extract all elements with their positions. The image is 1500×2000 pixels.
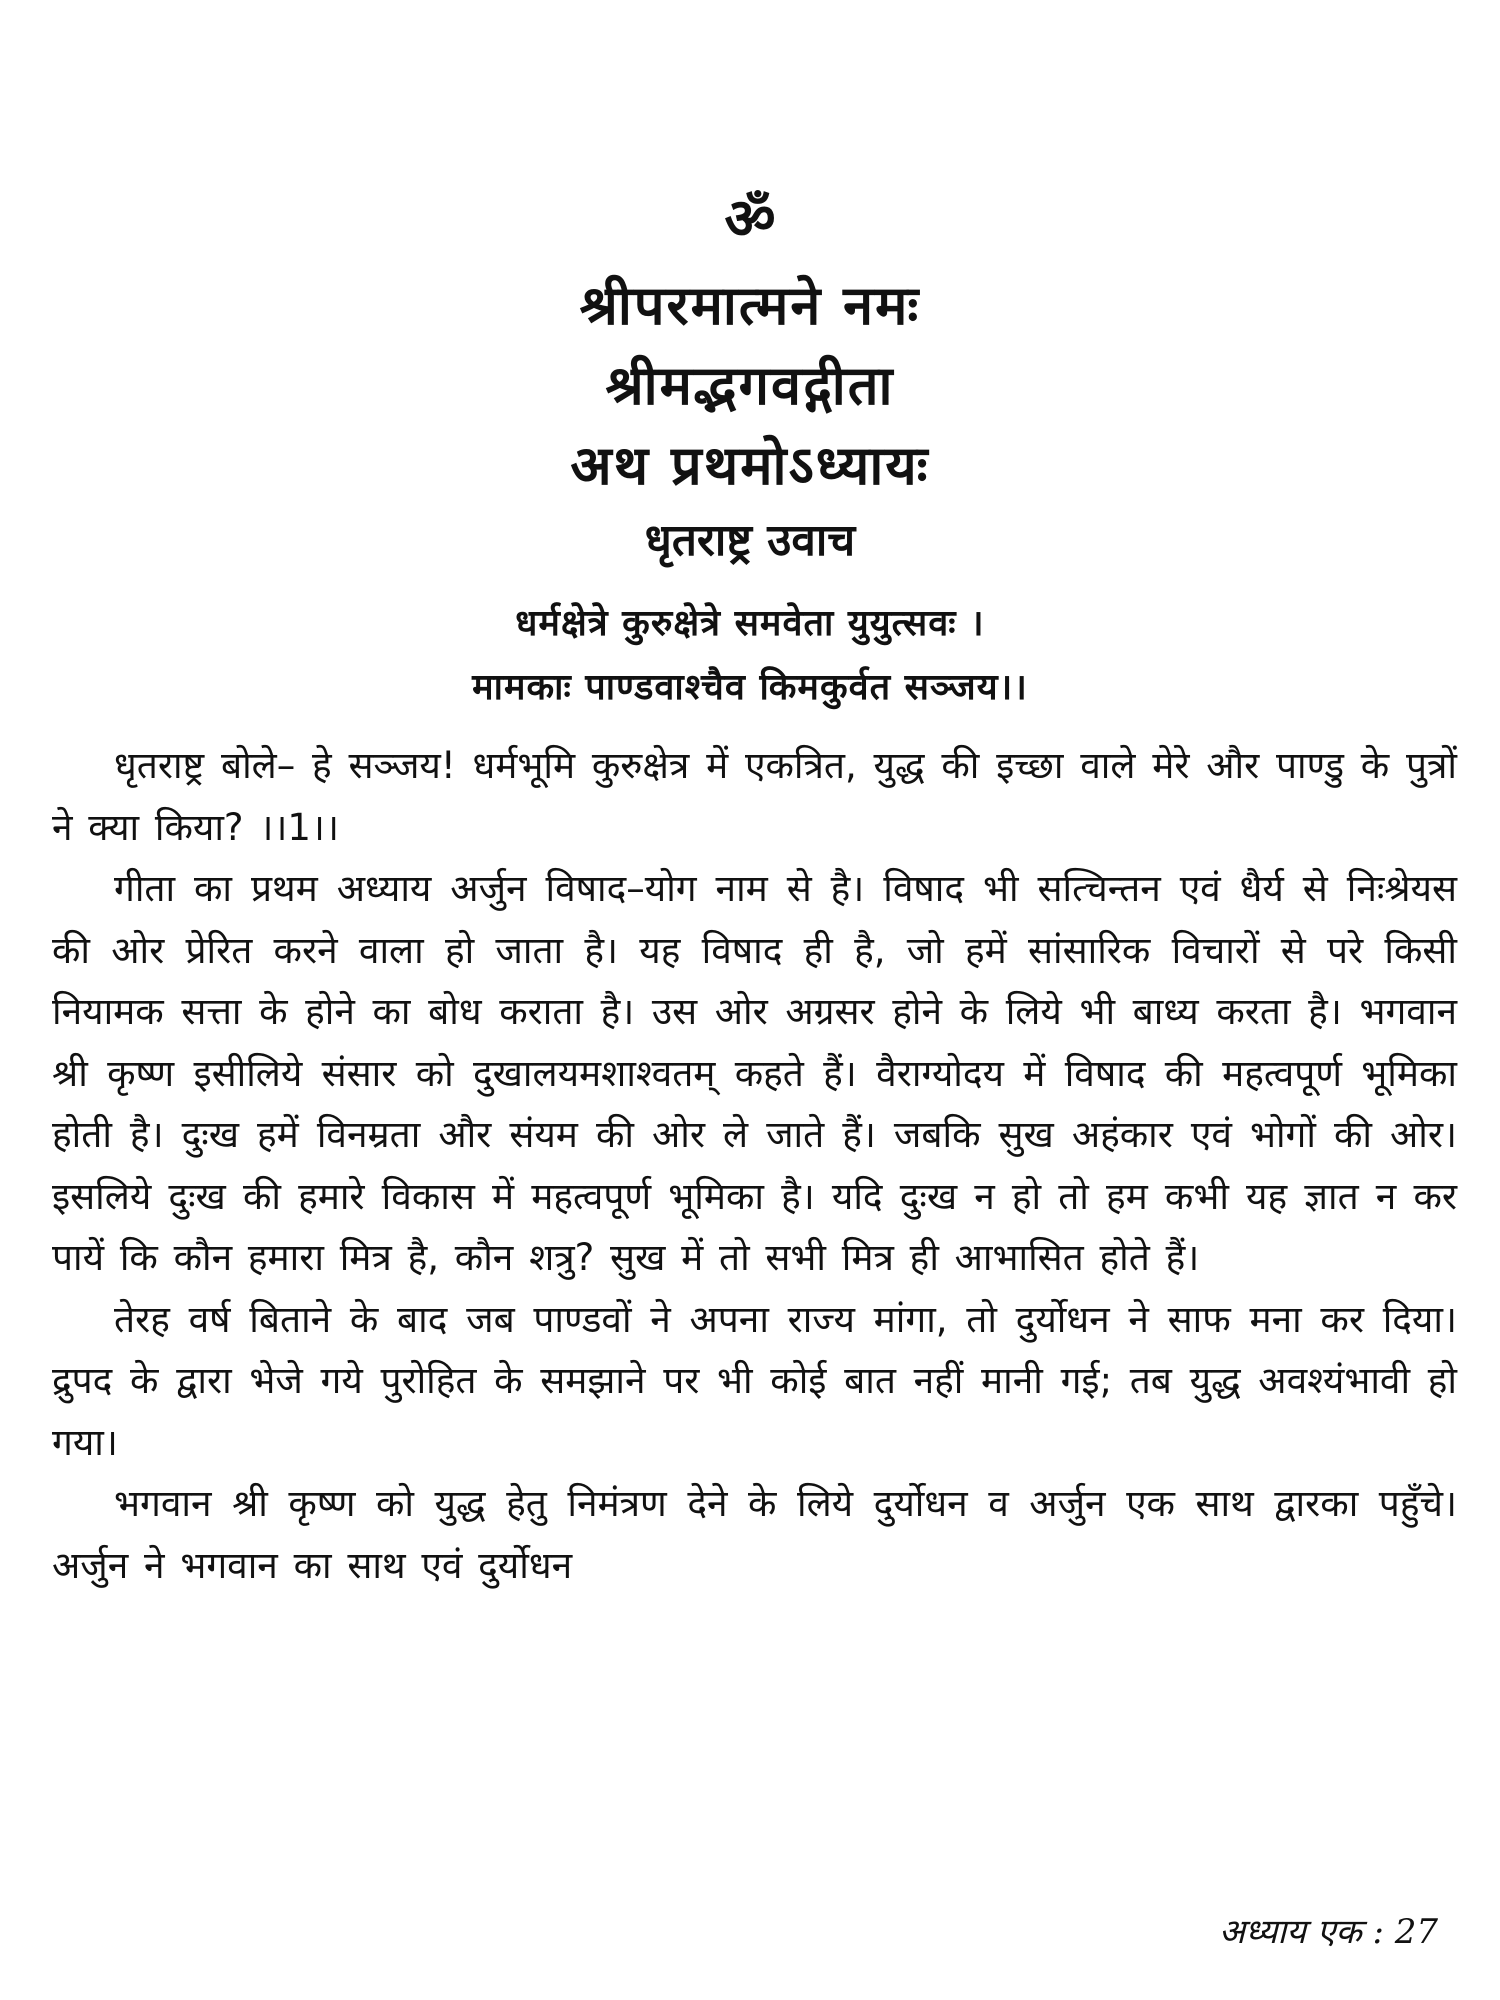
invocation-heading: श्रीपरमात्मने नमः: [579, 274, 921, 337]
chapter-title: अथ प्रथमोऽध्यायः: [570, 434, 930, 497]
speaker-heading: धृतराष्ट्र उवाच: [644, 515, 856, 566]
paragraph-continued: भगवान श्री कृष्ण को युद्ध हेतु निमंत्रण देने के लिये दुर्योधन व अर्जुन एक साथ द्वारका पहुँचे। अर्जुन ने भगवान का साथ एवं दुर्योधन: [52, 1482, 1457, 1587]
page-footer-running-head: अध्याय एक : 27: [1218, 1912, 1438, 1952]
book-title: श्रीमद्भगवद्गीता: [605, 354, 895, 417]
paragraph-translation: धृतराष्ट्र बोले– हे सञ्जय! धर्मभूमि कुरुक्षेत्र में एकत्रित, युद्ध की इच्छा वाले मेरे और पाण्डु के पुत्रों ने क्या किया? ।।1।।: [52, 744, 1457, 849]
shloka-line-2: मामकाः पाण्डवाश्चैव किमकुर्वत सञ्जय।।: [472, 667, 1028, 708]
body-text: [52, 735, 1457, 1596]
om-symbol: ॐ: [724, 187, 776, 252]
paragraph-commentary: गीता का प्रथम अध्याय अर्जुन विषाद–योग नाम से है। विषाद भी सत्चिन्तन एवं धैर्य से निःश्रेयस की ओर प्रेरित करने वाला हो जाता है। यह विषाद ही है, जो हमें सांसारिक विचारों से परे किसी नियामक सत्ता के होने का बोध कराता है। उस ओर अग्रसर होने के लिये भी बाध्य करता है। भगवान श्री कृष्ण इसीलिये संसार को दुखालयमशाश्वतम् कहते हैं। वैराग्योदय में विषाद की महत्वपूर्ण भूमिका होती है। दुःख हमें विनम्रता और संयम की ओर ले जाते हैं। जबकि सुख अहंकार एवं भोगों की ओर। इसलिये दुःख की हमारे विकास में महत्वपूर्ण भूमिका है। यदि दुःख न हो तो हम कभी यह ज्ञात न कर पायें कि कौन हमारा मित्र है, कौन शत्रु? सुख में तो सभी मित्र ही आभासित होते हैं।: [52, 867, 1457, 1279]
shloka-line-1: धर्मक्षेत्रे कुरुक्षेत्रे समवेता युयुत्सवः ।: [515, 603, 985, 644]
paragraph-narrative: तेरह वर्ष बिताने के बाद जब पाण्डवों ने अपना राज्य मांगा, तो दुर्योधन ने साफ मना कर दिया। द्रुपद के द्वारा भेजे गये पुरोहित के समझाने पर भी कोई बात नहीं मानी गई; तब युद्ध अवश्यंभावी हो गया।: [52, 1297, 1457, 1464]
